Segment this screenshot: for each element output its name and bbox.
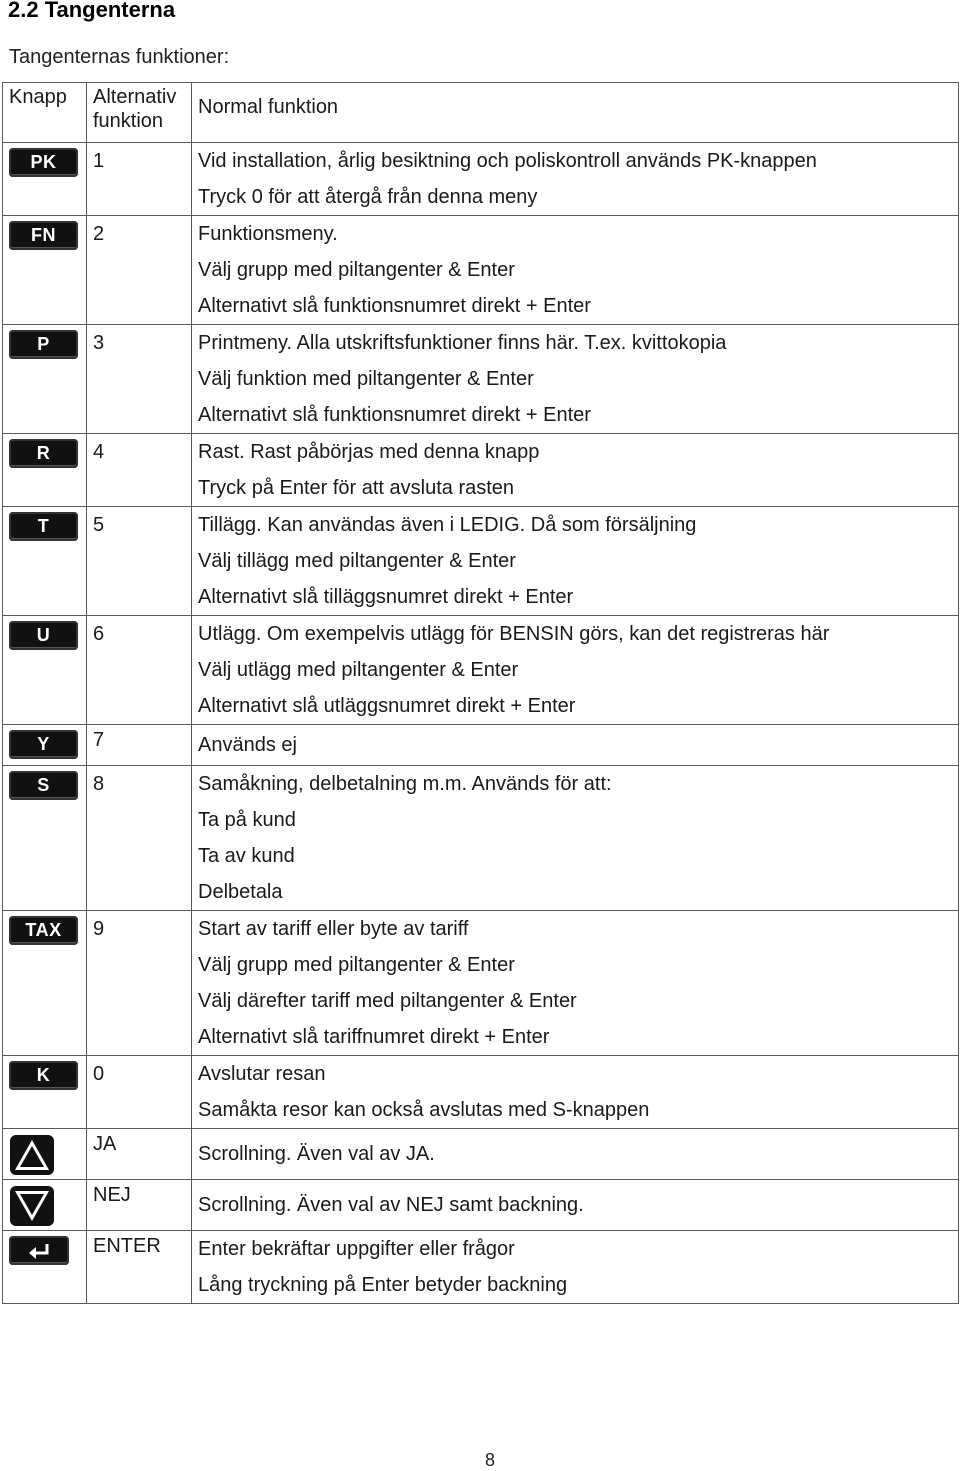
function-cell bbox=[192, 216, 959, 325]
table-row bbox=[3, 1231, 959, 1304]
key-cell bbox=[3, 1129, 87, 1180]
function-line: Scrollning. Även val av JA. bbox=[198, 1143, 435, 1165]
table-row bbox=[3, 507, 959, 616]
function-line: Avslutar resan bbox=[198, 1063, 326, 1085]
function-line: Enter bekräftar uppgifter eller frågor bbox=[198, 1238, 515, 1260]
alt-value: ENTER bbox=[93, 1235, 161, 1257]
function-line: Samåkta resor kan också avslutas med S-knappen bbox=[198, 1099, 650, 1121]
table-row bbox=[3, 1180, 959, 1231]
table-row bbox=[3, 911, 959, 1056]
function-cell bbox=[192, 507, 959, 616]
function-line: Används ej bbox=[198, 734, 297, 756]
print-key-icon bbox=[9, 330, 78, 359]
function-line: Scrollning. Även val av NEJ samt backning. bbox=[198, 1194, 584, 1216]
table-row bbox=[3, 616, 959, 725]
section-heading: 2.2 Tangenterna bbox=[8, 0, 176, 22]
key-cell bbox=[3, 434, 87, 507]
alt-cell bbox=[87, 766, 192, 911]
alt-value: NEJ bbox=[93, 1184, 131, 1206]
key-cap-label: S bbox=[37, 775, 50, 795]
table-row bbox=[3, 1056, 959, 1129]
key-cell bbox=[3, 507, 87, 616]
function-line: Välj tillägg med piltangenter & Enter bbox=[198, 550, 516, 572]
function-line: Tillägg. Kan användas även i LEDIG. Då som försäljning bbox=[198, 514, 697, 536]
y-key-icon bbox=[9, 730, 78, 759]
alt-value: 3 bbox=[93, 332, 105, 354]
function-line: Ta av kund bbox=[198, 845, 295, 867]
key-cap-label: PK bbox=[30, 152, 57, 172]
alt-cell bbox=[87, 216, 192, 325]
alt-cell bbox=[87, 725, 192, 766]
function-line: Välj grupp med piltangenter & Enter bbox=[198, 259, 515, 281]
table-row bbox=[3, 325, 959, 434]
function-cell bbox=[192, 143, 959, 216]
function-line: Start av tariff eller byte av tariff bbox=[198, 918, 469, 940]
alt-cell bbox=[87, 507, 192, 616]
key-cell bbox=[3, 325, 87, 434]
function-line: Tryck på Enter för att avsluta rasten bbox=[198, 477, 515, 499]
pk-key-icon bbox=[9, 148, 78, 177]
alt-cell bbox=[87, 434, 192, 507]
key-cell bbox=[3, 216, 87, 325]
function-line: Samåkning, delbetalning m.m. Används för att: bbox=[198, 773, 612, 795]
function-line: Vid installation, årlig besiktning och poliskontroll används PK-knappen bbox=[198, 150, 817, 172]
key-cell bbox=[3, 616, 87, 725]
share-ride-key-icon bbox=[9, 771, 78, 800]
key-function-table bbox=[2, 82, 959, 1304]
function-line: Alternativt slå tariffnumret direkt + Enter bbox=[198, 1026, 550, 1048]
function-cell bbox=[192, 911, 959, 1056]
down-arrow-key-icon bbox=[9, 1185, 55, 1227]
alt-cell bbox=[87, 616, 192, 725]
function-line: Delbetala bbox=[198, 881, 283, 903]
alt-value: JA bbox=[93, 1133, 117, 1155]
function-line: Lång tryckning på Enter betyder backning bbox=[198, 1274, 568, 1296]
alt-value: 0 bbox=[93, 1063, 105, 1085]
function-cell bbox=[192, 1056, 959, 1129]
up-arrow-key-icon bbox=[9, 1134, 55, 1176]
alt-cell bbox=[87, 1129, 192, 1180]
alt-value: 1 bbox=[93, 150, 105, 172]
supplement-key-icon bbox=[9, 512, 78, 541]
alt-cell bbox=[87, 1180, 192, 1231]
key-cap-label: TAX bbox=[25, 920, 62, 940]
key-cell bbox=[3, 725, 87, 766]
alt-value: 7 bbox=[93, 729, 105, 751]
function-cell bbox=[192, 1129, 959, 1180]
table-row bbox=[3, 434, 959, 507]
end-trip-key-icon bbox=[9, 1061, 78, 1090]
key-cell bbox=[3, 1180, 87, 1231]
table-row bbox=[3, 216, 959, 325]
header-normal: Normal funktion bbox=[192, 83, 959, 143]
function-cell bbox=[192, 1231, 959, 1304]
alt-cell bbox=[87, 911, 192, 1056]
function-line: Alternativt slå funktionsnumret direkt + Enter bbox=[198, 295, 591, 317]
header-key: Knapp bbox=[3, 83, 87, 143]
function-cell bbox=[192, 325, 959, 434]
alt-cell bbox=[87, 143, 192, 216]
return-arrow-icon bbox=[26, 1241, 52, 1261]
expense-key-icon bbox=[9, 621, 78, 650]
key-cap-label: Y bbox=[37, 734, 50, 754]
function-cell bbox=[192, 1180, 959, 1231]
table-row bbox=[3, 1129, 959, 1180]
alt-cell bbox=[87, 1056, 192, 1129]
key-cell bbox=[3, 766, 87, 911]
key-cap-label: T bbox=[37, 516, 50, 536]
alt-value: 4 bbox=[93, 441, 105, 463]
key-cell bbox=[3, 143, 87, 216]
function-line: Välj därefter tariff med piltangenter & Enter bbox=[198, 990, 577, 1012]
function-line: Alternativt slå tilläggsnumret direkt + Enter bbox=[198, 586, 574, 608]
function-line: Ta på kund bbox=[198, 809, 296, 831]
table-row bbox=[3, 766, 959, 911]
header-alt: Alternativ funktion bbox=[87, 83, 192, 143]
function-line: Välj funktion med piltangenter & Enter bbox=[198, 368, 534, 390]
alt-value: 5 bbox=[93, 514, 105, 536]
key-cap-label: U bbox=[36, 625, 51, 645]
function-line: Funktionsmeny. bbox=[198, 223, 338, 245]
alt-value: 9 bbox=[93, 918, 105, 940]
function-cell bbox=[192, 434, 959, 507]
page-number: 8 bbox=[484, 1450, 495, 1470]
key-cap-label: R bbox=[36, 443, 51, 463]
table-header-row bbox=[3, 83, 959, 143]
function-line: Alternativt slå funktionsnumret direkt + Enter bbox=[198, 404, 591, 426]
key-cap-label: K bbox=[36, 1065, 51, 1085]
key-cap-label: P bbox=[37, 334, 50, 354]
key-cell bbox=[3, 1056, 87, 1129]
function-line: Välj utlägg med piltangenter & Enter bbox=[198, 659, 519, 681]
function-cell bbox=[192, 766, 959, 911]
alt-cell bbox=[87, 325, 192, 434]
table-row bbox=[3, 143, 959, 216]
enter-key-icon bbox=[9, 1236, 69, 1265]
table-caption: Tangenternas funktioner: bbox=[9, 46, 230, 68]
key-cap-label: FN bbox=[31, 225, 56, 245]
rest-key-icon bbox=[9, 439, 78, 468]
alt-value: 2 bbox=[93, 223, 105, 245]
function-cell bbox=[192, 616, 959, 725]
alt-value: 6 bbox=[93, 623, 105, 645]
function-line: Välj grupp med piltangenter & Enter bbox=[198, 954, 515, 976]
function-line: Printmeny. Alla utskriftsfunktioner finns här. T.ex. kvittokopia bbox=[198, 332, 727, 354]
tax-key-icon bbox=[9, 916, 78, 945]
function-line: Utlägg. Om exempelvis utlägg för BENSIN görs, kan det registreras här bbox=[198, 623, 830, 645]
function-cell bbox=[192, 725, 959, 766]
table-row bbox=[3, 725, 959, 766]
key-cell bbox=[3, 911, 87, 1056]
function-line: Tryck 0 för att återgå från denna meny bbox=[198, 186, 538, 208]
function-line: Rast. Rast påbörjas med denna knapp bbox=[198, 441, 540, 463]
alt-value: 8 bbox=[93, 773, 105, 795]
fn-key-icon bbox=[9, 221, 78, 250]
function-line: Alternativt slå utläggsnumret direkt + Enter bbox=[198, 695, 576, 717]
alt-cell bbox=[87, 1231, 192, 1304]
key-cell bbox=[3, 1231, 87, 1304]
